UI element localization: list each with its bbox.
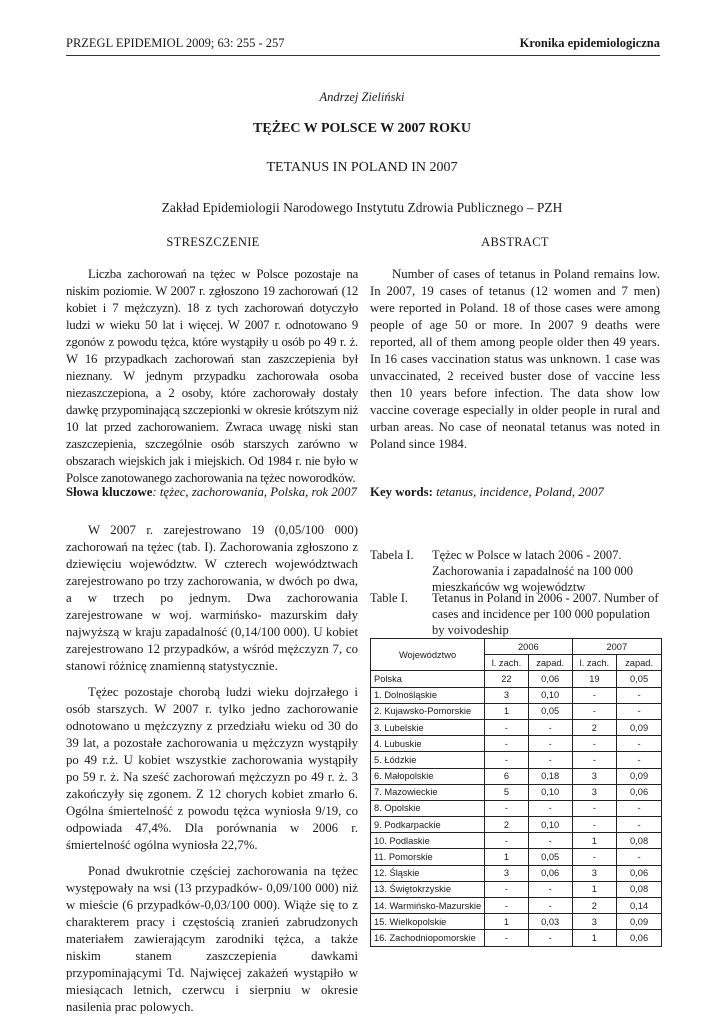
title-polish: TĘŻEC W POLSCE W 2007 ROKU bbox=[253, 121, 471, 136]
incidence-2007-cell: 0,06 bbox=[617, 865, 662, 881]
cases-2006-cell: 1 bbox=[485, 703, 529, 719]
body-paragraph-3: Ponad dwukrotnie częściej zachorowania na tężec występowały na wsi (13 przypadków- 0,09/100 000) niż w mieście (6 przypadków-0,03/100 000). Wiąże się to z charakterem pracy i częstością zranień zabrudzonych materiałem zawierającym zarodniki tężca, a także niskim stanem zaszczepienia dawkami przypominającymi Td. Najwięcej zakażeń wystąpiło w miesiącach letnich, czerwcu i sierpniu w okresie nasilenia prac polowych. bbox=[66, 864, 358, 1014]
cases-2006-cell: - bbox=[485, 719, 529, 735]
table-row bbox=[371, 817, 662, 833]
table-row bbox=[371, 930, 662, 946]
keywords-english bbox=[370, 484, 660, 501]
region-cell: 9. Podkarpackie bbox=[371, 817, 485, 833]
cases-2006-cell: - bbox=[485, 833, 529, 849]
table-caption-label-english: Table I. bbox=[370, 591, 408, 605]
subheader-cases-2007: l. zach. bbox=[572, 655, 617, 671]
cases-2006-cell: - bbox=[485, 736, 529, 752]
cases-2007-cell: 2 bbox=[572, 898, 617, 914]
region-cell: 5. Łódzkie bbox=[371, 752, 485, 768]
table-row bbox=[371, 849, 662, 865]
cases-2007-cell: 3 bbox=[572, 768, 617, 784]
table-row bbox=[371, 865, 662, 881]
incidence-2007-cell: 0,09 bbox=[617, 914, 662, 930]
incidence-2007-cell: 0,09 bbox=[617, 719, 662, 735]
abstract-text: Number of cases of tetanus in Poland remains low. In 2007, 19 cases of tetanus (12 women and 7 men) were reported in Poland. 18 of those cases were among people of age 50 or more. In 2007 9 deaths were reported, all of them among people older then 49 years. In 16 cases vaccination status was unknown. 1 case was unvaccinated, 2 received buster dose of vaccine less then 10 years before infection. The data show low vaccine coverage especially in older people in rural and urban areas. No case of neonatal tetanus was noted in Poland since 1984. bbox=[370, 267, 660, 451]
table-row bbox=[371, 898, 662, 914]
cases-2006-cell: - bbox=[485, 898, 529, 914]
incidence-2006-cell: - bbox=[528, 881, 572, 897]
table-caption-polish bbox=[370, 547, 662, 595]
cases-2007-cell: - bbox=[572, 703, 617, 719]
incidence-2006-cell: - bbox=[528, 752, 572, 768]
region-cell: 11. Pomorskie bbox=[371, 849, 485, 865]
incidence-2007-cell: 0,08 bbox=[617, 881, 662, 897]
table-row bbox=[371, 800, 662, 816]
title-english: TETANUS IN POLAND IN 2007 bbox=[266, 160, 458, 175]
body-paragraph-1: W 2007 r. zarejestrowano 19 (0,05/100 000) zachorowań na tężec (tab. I). Zachorowania zgłoszono z dziewięciu województw. W czterech województwach zarejestrowano po trzy zachorowania, w dwóch po dwa, a w trzech po jednym. Dwa zachorowania zarejestrowane w woj. warmińsko- mazurskim dały najwyższą w kraju zapadalność (0,14/100 000). U kobiet zarejestrowano 12 przypadków, a wśród mężczyzn 7, co stanowi różnicę znamienną statystycznie. bbox=[66, 523, 358, 673]
incidence-2007-cell: 0,08 bbox=[617, 833, 662, 849]
incidence-2007-cell: 0,06 bbox=[617, 784, 662, 800]
cases-2006-cell: - bbox=[485, 881, 529, 897]
region-cell: 15. Wielkopolskie bbox=[371, 914, 485, 930]
table-caption-label-polish: Tabela I. bbox=[370, 548, 414, 562]
incidence-2006-cell: 0,10 bbox=[528, 817, 572, 833]
data-table bbox=[370, 638, 662, 947]
keywords-polish bbox=[66, 484, 358, 501]
cases-2006-cell: 5 bbox=[485, 784, 529, 800]
cases-2006-cell: 1 bbox=[485, 849, 529, 865]
incidence-2006-cell: - bbox=[528, 719, 572, 735]
journal-citation: PRZEGL EPIDEMIOL 2009; 63: 255 - 257 bbox=[66, 36, 285, 50]
cases-2007-cell: 3 bbox=[572, 914, 617, 930]
table-row bbox=[371, 833, 662, 849]
table-body bbox=[371, 671, 662, 946]
keywords-label-polish: Słowa kluczowe bbox=[66, 485, 153, 499]
subheader-cases-2006: l. zach. bbox=[485, 655, 529, 671]
col-header-2007: 2007 bbox=[572, 639, 661, 655]
incidence-2006-cell: 0,18 bbox=[528, 768, 572, 784]
table-row bbox=[371, 752, 662, 768]
incidence-2007-cell: - bbox=[617, 736, 662, 752]
region-cell: 7. Mazowieckie bbox=[371, 784, 485, 800]
table-caption-text-english: Tetanus in Poland in 2006 - 2007. Number of cases and incidence per 100 000 population by voivodeship bbox=[432, 591, 659, 637]
body-paragraph-2: Tężec pozostaje chorobą ludzi wieku dojrzałego i osób starszych. W 2007 r. tylko jedno zachorowanie odnotowano u mężczyzny z przedziału wieku od 30 do 39 lat, a pozostałe zachorowania u mężczyzn wystąpiły po 49 r.ż. U kobiet wszystkie zachorowania wystąpiły po 59 r. ż. Na sześć zachorowań mężczyzn po 49 r. ż. 3 zakończyły się zgonem. Z 12 chorych kobiet zmarło 6. Ogólna śmiertelność z powodu tężca wyniosła 9/19, co odpowiada 47,4%. Dla porównania w 2006 r. śmiertelność ogólna wyniosła 22,7%. bbox=[66, 685, 358, 852]
incidence-2007-cell: - bbox=[617, 752, 662, 768]
cases-2006-cell: 2 bbox=[485, 817, 529, 833]
cases-2007-cell: - bbox=[572, 817, 617, 833]
incidence-2006-cell: 0,05 bbox=[528, 703, 572, 719]
cases-2007-cell: 1 bbox=[572, 930, 617, 946]
cases-2006-cell: - bbox=[485, 930, 529, 946]
region-cell: Polska bbox=[371, 671, 485, 687]
region-cell: 16. Zachodniopomorskie bbox=[371, 930, 485, 946]
incidence-2007-cell: 0,09 bbox=[617, 768, 662, 784]
running-head bbox=[66, 34, 660, 56]
cases-2007-cell: 1 bbox=[572, 881, 617, 897]
cases-2007-cell: - bbox=[572, 752, 617, 768]
subheader-incidence-2007: zapad. bbox=[617, 655, 662, 671]
table-caption-text-polish: Tężec w Polsce w latach 2006 - 2007. Zachorowania i zapadalność na 100 000 mieszkańców wg województw bbox=[432, 548, 633, 594]
body-text bbox=[66, 522, 358, 1016]
table-caption-english bbox=[370, 590, 662, 638]
incidence-2006-cell: - bbox=[528, 833, 572, 849]
cases-2007-cell: - bbox=[572, 736, 617, 752]
incidence-2006-cell: - bbox=[528, 898, 572, 914]
incidence-2006-cell: - bbox=[528, 930, 572, 946]
table-row bbox=[371, 703, 662, 719]
region-cell: 10. Podlaskie bbox=[371, 833, 485, 849]
abstract-heading: ABSTRACT bbox=[481, 235, 549, 249]
col-header-2006: 2006 bbox=[485, 639, 572, 655]
region-cell: 3. Lubelskie bbox=[371, 719, 485, 735]
region-cell: 14. Warmińsko-Mazurskie bbox=[371, 898, 485, 914]
cases-2006-cell: 22 bbox=[485, 671, 529, 687]
region-cell: 13. Świętokrzyskie bbox=[371, 881, 485, 897]
table-row bbox=[371, 719, 662, 735]
incidence-2007-cell: - bbox=[617, 687, 662, 703]
cases-2007-cell: - bbox=[572, 849, 617, 865]
region-cell: 12. Śląskie bbox=[371, 865, 485, 881]
incidence-2007-cell: - bbox=[617, 800, 662, 816]
region-cell: 6. Małopolskie bbox=[371, 768, 485, 784]
incidence-2006-cell: - bbox=[528, 736, 572, 752]
region-cell: 2. Kujawsko-Pomorskie bbox=[371, 703, 485, 719]
cases-2006-cell: 1 bbox=[485, 914, 529, 930]
incidence-2006-cell: 0,05 bbox=[528, 849, 572, 865]
cases-2007-cell: 3 bbox=[572, 865, 617, 881]
incidence-2007-cell: - bbox=[617, 817, 662, 833]
cases-2006-cell: 3 bbox=[485, 865, 529, 881]
keywords-label-english: Key words: bbox=[370, 485, 433, 499]
incidence-2006-cell: 0,06 bbox=[528, 671, 572, 687]
table-row bbox=[371, 881, 662, 897]
region-cell: 8. Opolskie bbox=[371, 800, 485, 816]
incidence-2006-cell: 0,06 bbox=[528, 865, 572, 881]
cases-2007-cell: 3 bbox=[572, 784, 617, 800]
streszczenie-text: Liczba zachorowań na tężec w Polsce pozostaje na niskim poziomie. W 2007 r. zgłoszono 19 zachorowań (12 kobiet i 7 mężczyzn). 18 z tych zachorowań dotyczyło ludzi w wieku 50 lat i więcej. W 2007 r. odnotowano 9 zgonów z powodu tężca, które wystąpiły u osób po 49 r. ż. W 16 przypadkach zachorowań stan zaszczepienia był nieznany. W jednym przypadku zachorowała osoba niezaszczepiona, a 2 osoby, które zachorowały dostały dawkę przypominającą szczepionki w okresie krótszym niż 10 lat przed zachorowaniem. Zwraca uwagę niski stan zaszczepienia, szczególnie osób starszych zarówno w obszarach wiejskich jak i miejskich. Od 1984 r. nie było w Polsce zanotowanego zachorowania na tężec noworodków. bbox=[66, 267, 358, 485]
keywords-text-polish: : tężec, zachorowania, Polska, rok 2007 bbox=[152, 485, 357, 499]
incidence-2007-cell: - bbox=[617, 849, 662, 865]
affiliation: Zakład Epidemiologii Narodowego Instytutu Zdrowia Publicznego – PZH bbox=[161, 200, 563, 215]
incidence-2007-cell: - bbox=[617, 703, 662, 719]
table-row bbox=[371, 768, 662, 784]
cases-2006-cell: - bbox=[485, 752, 529, 768]
incidence-2007-cell: 0,06 bbox=[617, 930, 662, 946]
keywords-text-english: tetanus, incidence, Poland, 2007 bbox=[432, 485, 604, 499]
cases-2007-cell: 2 bbox=[572, 719, 617, 735]
cases-2006-cell: - bbox=[485, 800, 529, 816]
table-row bbox=[371, 687, 662, 703]
region-cell: 4. Lubuskie bbox=[371, 736, 485, 752]
col-header-region: Województwo bbox=[371, 639, 485, 671]
incidence-2007-cell: 0,05 bbox=[617, 671, 662, 687]
cases-2007-cell: 1 bbox=[572, 833, 617, 849]
incidence-2006-cell: 0,10 bbox=[528, 784, 572, 800]
subheader-incidence-2006: zapad. bbox=[528, 655, 572, 671]
incidence-2007-cell: 0,14 bbox=[617, 898, 662, 914]
incidence-2006-cell: 0,03 bbox=[528, 914, 572, 930]
table-row bbox=[371, 914, 662, 930]
author: Andrzej Zieliński bbox=[319, 90, 405, 104]
tetanus-table bbox=[370, 638, 662, 947]
cases-2007-cell: - bbox=[572, 687, 617, 703]
table-row bbox=[371, 736, 662, 752]
cases-2007-cell: 19 bbox=[572, 671, 617, 687]
cases-2006-cell: 3 bbox=[485, 687, 529, 703]
incidence-2006-cell: - bbox=[528, 800, 572, 816]
incidence-2006-cell: 0,10 bbox=[528, 687, 572, 703]
section-name: Kronika epidemiologiczna bbox=[519, 36, 660, 50]
table-row bbox=[371, 784, 662, 800]
region-cell: 1. Dolnośląskie bbox=[371, 687, 485, 703]
cases-2007-cell: - bbox=[572, 800, 617, 816]
cases-2006-cell: 6 bbox=[485, 768, 529, 784]
streszczenie-heading: STRESZCZENIE bbox=[166, 235, 260, 249]
table-row bbox=[371, 671, 662, 687]
